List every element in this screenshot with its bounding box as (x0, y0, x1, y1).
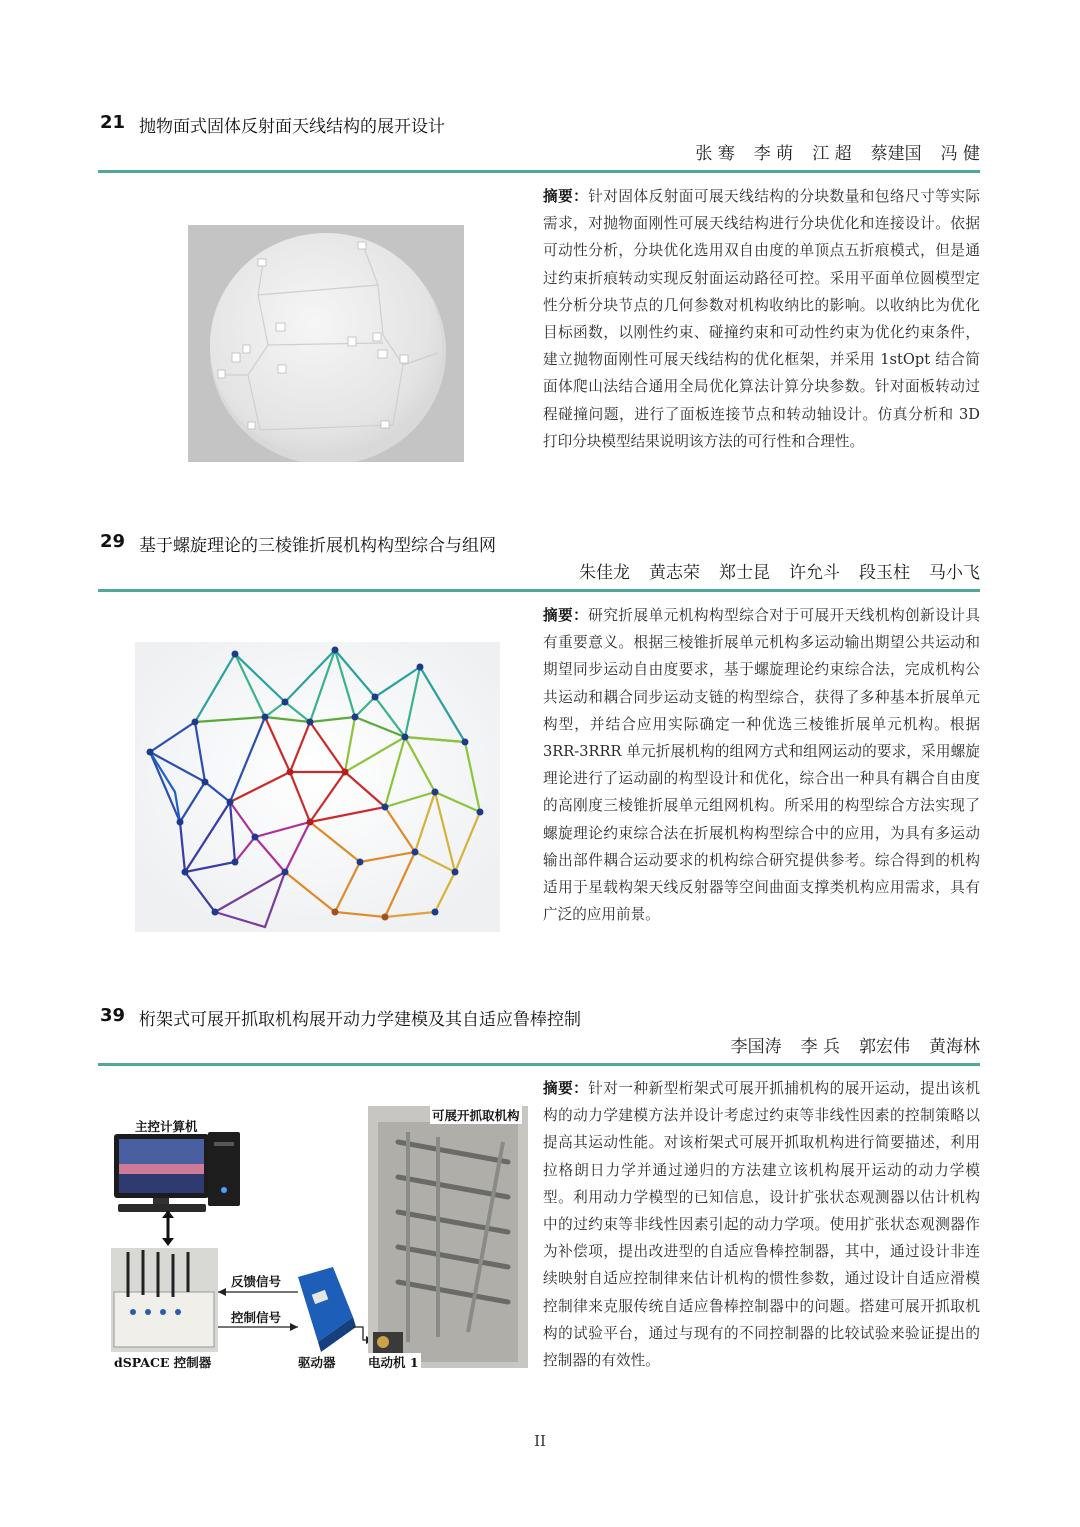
author: 蔡建国 (870, 144, 922, 164)
author: 郑士昆 (719, 563, 770, 583)
article-2-figure-truss (135, 642, 500, 932)
author: 李 萌 (753, 144, 794, 164)
author: 段玉柱 (859, 563, 910, 583)
article-1-authors (676, 139, 980, 164)
article-1-number: 21 (100, 112, 126, 133)
article-3-number: 39 (100, 1005, 126, 1026)
author: 黄海林 (929, 1037, 980, 1057)
author: 江 超 (812, 144, 852, 164)
article-1-figure-antenna (188, 225, 464, 462)
figure-label-motor: 电动机 1 (368, 1355, 419, 1370)
figure-label-control: 控制信号 (231, 1310, 282, 1325)
abstract-label: 摘要： (543, 188, 589, 205)
article-3-divider (98, 1063, 980, 1066)
article-1-divider (98, 170, 980, 173)
page-number: II (534, 1432, 546, 1450)
article-2-divider (98, 589, 980, 592)
abstract-label: 摘要： (543, 1080, 589, 1097)
abstract-label: 摘要： (543, 607, 589, 624)
author: 朱佳龙 (579, 563, 630, 583)
abstract-text: 研究折展单元机构构型综合对于可展开天线机构创新设计具有重要意义。根据三棱锥折展单元机构多运动输出期望公共运动和期望同步运动自由度要求，基于螺旋理论约束综合法，完成机构公共运动和耦合同步运动支链的构型综合，获得了多种基本折展单元构型，并结合应用实际确定一种优选三棱锥折展单元机构。根据 3RR-3RRR 单元折展机构的组网方式和组网运动的要求，采用螺旋理论进行了运动副的构型设计和优化，综合出一种具有耦合自由度的高刚度三棱锥折展单元组网机构。所采用的构型综合方法实现了螺旋理论约束综合法在折展机构构型综合中的应用，为具有多运动输出部件耦合运动要求的机构综合研究提供参考。综合得到的机构适用于星载构架天线反射器等空间曲面支撑类机构应用需求，具有广泛的应用前景。 (543, 607, 980, 924)
article-3-figure-setup (108, 1102, 530, 1370)
abstract-text: 针对一种新型桁架式可展开抓捕机构的展开运动，提出该机构的动力学建模方法并设计考虑过约束等非线性因素的控制策略以提高其运动性能。对该桁架式可展开抓取机构进行简要描述，利用拉格朗日力学并通过递归的方法建立该机构展开运动的动力学模型。利用动力学模型的已知信息，设计扩张状态观测器以估计机构中的过约束等非线性因素引起的动力学项。使用扩张状态观测器作为补偿项，提出改进型的自适应鲁棒控制器，其中，通过设计非连续映射自适应控制律来估计机构的惯性参数，通过设计自适应滑模控制律来克服传统自适应鲁棒控制器中的问题。搭建可展开抓取机构的试验平台，通过与现有的不同控制器的比较试验来验证提出的控制器的有效性。 (543, 1080, 980, 1370)
figure-label-feedback: 反馈信号 (231, 1274, 282, 1289)
article-3-title[interactable]: 桁架式可展开抓取机构展开动力学建模及其自适应鲁棒控制 (139, 1010, 581, 1030)
figure-label-dspace: dSPACE 控制器 (114, 1355, 212, 1370)
abstract-text: 针对固体反射面可展天线结构的分块数量和包络尺寸等实际需求，对抛物面刚性可展天线结构进行分块优化和连接设计。依据可动性分析，分块优化选用双自由度的单顶点五折痕模式，但是通过约束折痕转动实现反射面运动路径可控。采用平面单位圆模型定性分析分块节点的几何参数对机构收纳比的影响。以收纳比为优化目标函数，以刚性约束、碰撞约束和可动性约束为优化约束条件，建立抛物面刚性可展天线结构的优化框架，并采用 1stOpt 结合简面体爬山法结合通用全局优化算法计算分块参数。针对面板转动过程碰撞问题，进行了面板连接节点和转动轴设计。仿真分析和 3D 打印分块模型结果说明该方法的可行性和合理性。 (543, 188, 980, 450)
author: 许允斗 (789, 563, 840, 583)
author: 冯 健 (940, 144, 980, 164)
figure-label-host: 主控计算机 (135, 1119, 198, 1134)
article-2-number: 29 (100, 531, 126, 552)
author: 黄志荣 (649, 563, 700, 583)
figure-label-mechanism: 可展开抓取机构 (432, 1108, 520, 1123)
figure-label-driver: 驱动器 (298, 1355, 336, 1370)
author: 张 骞 (695, 144, 735, 164)
article-3-abstract (543, 1075, 980, 1374)
article-2-abstract (543, 602, 980, 928)
author: 郭宏伟 (859, 1037, 910, 1057)
article-2-authors (560, 558, 980, 583)
article-1-title[interactable]: 抛物面式固体反射面天线结构的展开设计 (139, 117, 445, 137)
article-3-authors (712, 1032, 980, 1057)
article-1-abstract (543, 183, 980, 455)
article-2-title[interactable]: 基于螺旋理论的三棱锥折展机构构型综合与组网 (139, 536, 496, 556)
author: 马小飞 (929, 563, 980, 583)
author: 李国涛 (730, 1037, 782, 1057)
author: 李 兵 (800, 1037, 840, 1057)
